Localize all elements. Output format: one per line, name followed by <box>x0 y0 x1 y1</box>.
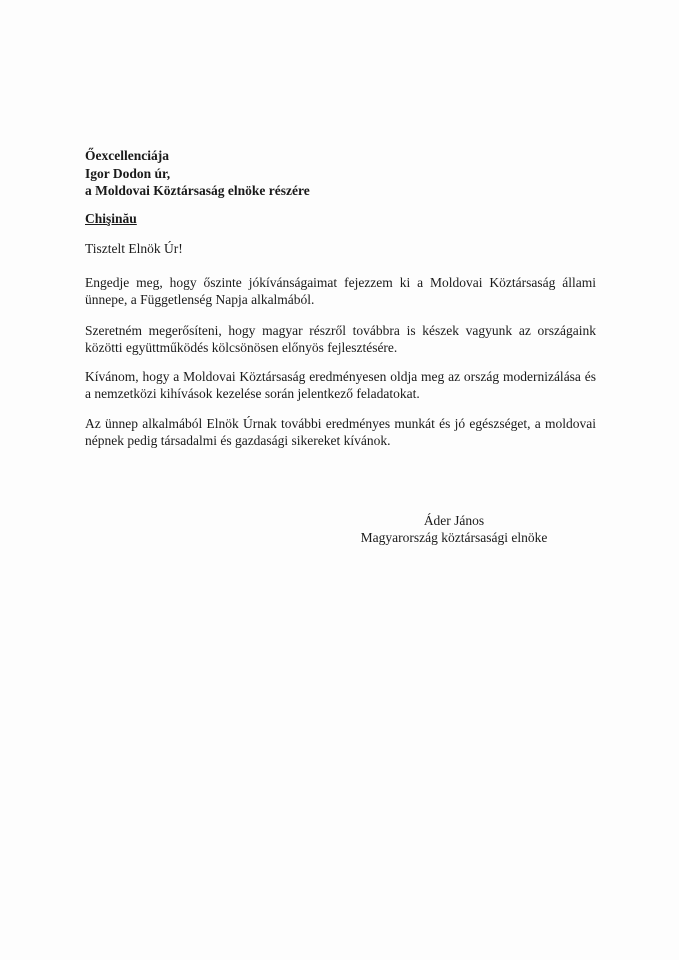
signatory-title: Magyarország köztársasági elnöke <box>360 530 548 545</box>
addressee-honorific: Őexcellenciája <box>85 148 169 163</box>
body-paragraph: Engedje meg, hogy őszinte jókívánságaimat fejezzem ki a Moldovai Köztársaság állami ünnepe, a Függetlenség Napja alkalmából. <box>85 275 596 307</box>
body-paragraph: Az ünnep alkalmából Elnök Úrnak további eredményes munkát és jó egészséget, a moldovai népnek pedig társadalmi és gazdasági sikereket kívánok. <box>85 416 596 448</box>
signature-block <box>320 512 588 546</box>
signatory-name: Áder János <box>423 513 485 528</box>
addressee-block <box>85 147 310 200</box>
salutation: Tisztelt Elnök Úr! <box>85 241 183 256</box>
city: Chişinău <box>85 211 137 226</box>
body-paragraph: Kívánom, hogy a Moldovai Köztársaság eredményesen oldja meg az ország modernizálása és a nemzetközi kihívások kezelése során jelentkező feladatokat. <box>85 369 596 401</box>
addressee-name: Igor Dodon úr, <box>85 165 171 181</box>
addressee-position: a Moldovai Köztársaság elnöke részére <box>85 183 310 198</box>
body-paragraph: Szeretném megerősíteni, hogy magyar részről továbbra is készek vagyunk az országaink közötti együttműködés kölcsönösen előnyös fejlesztésére. <box>85 323 596 355</box>
